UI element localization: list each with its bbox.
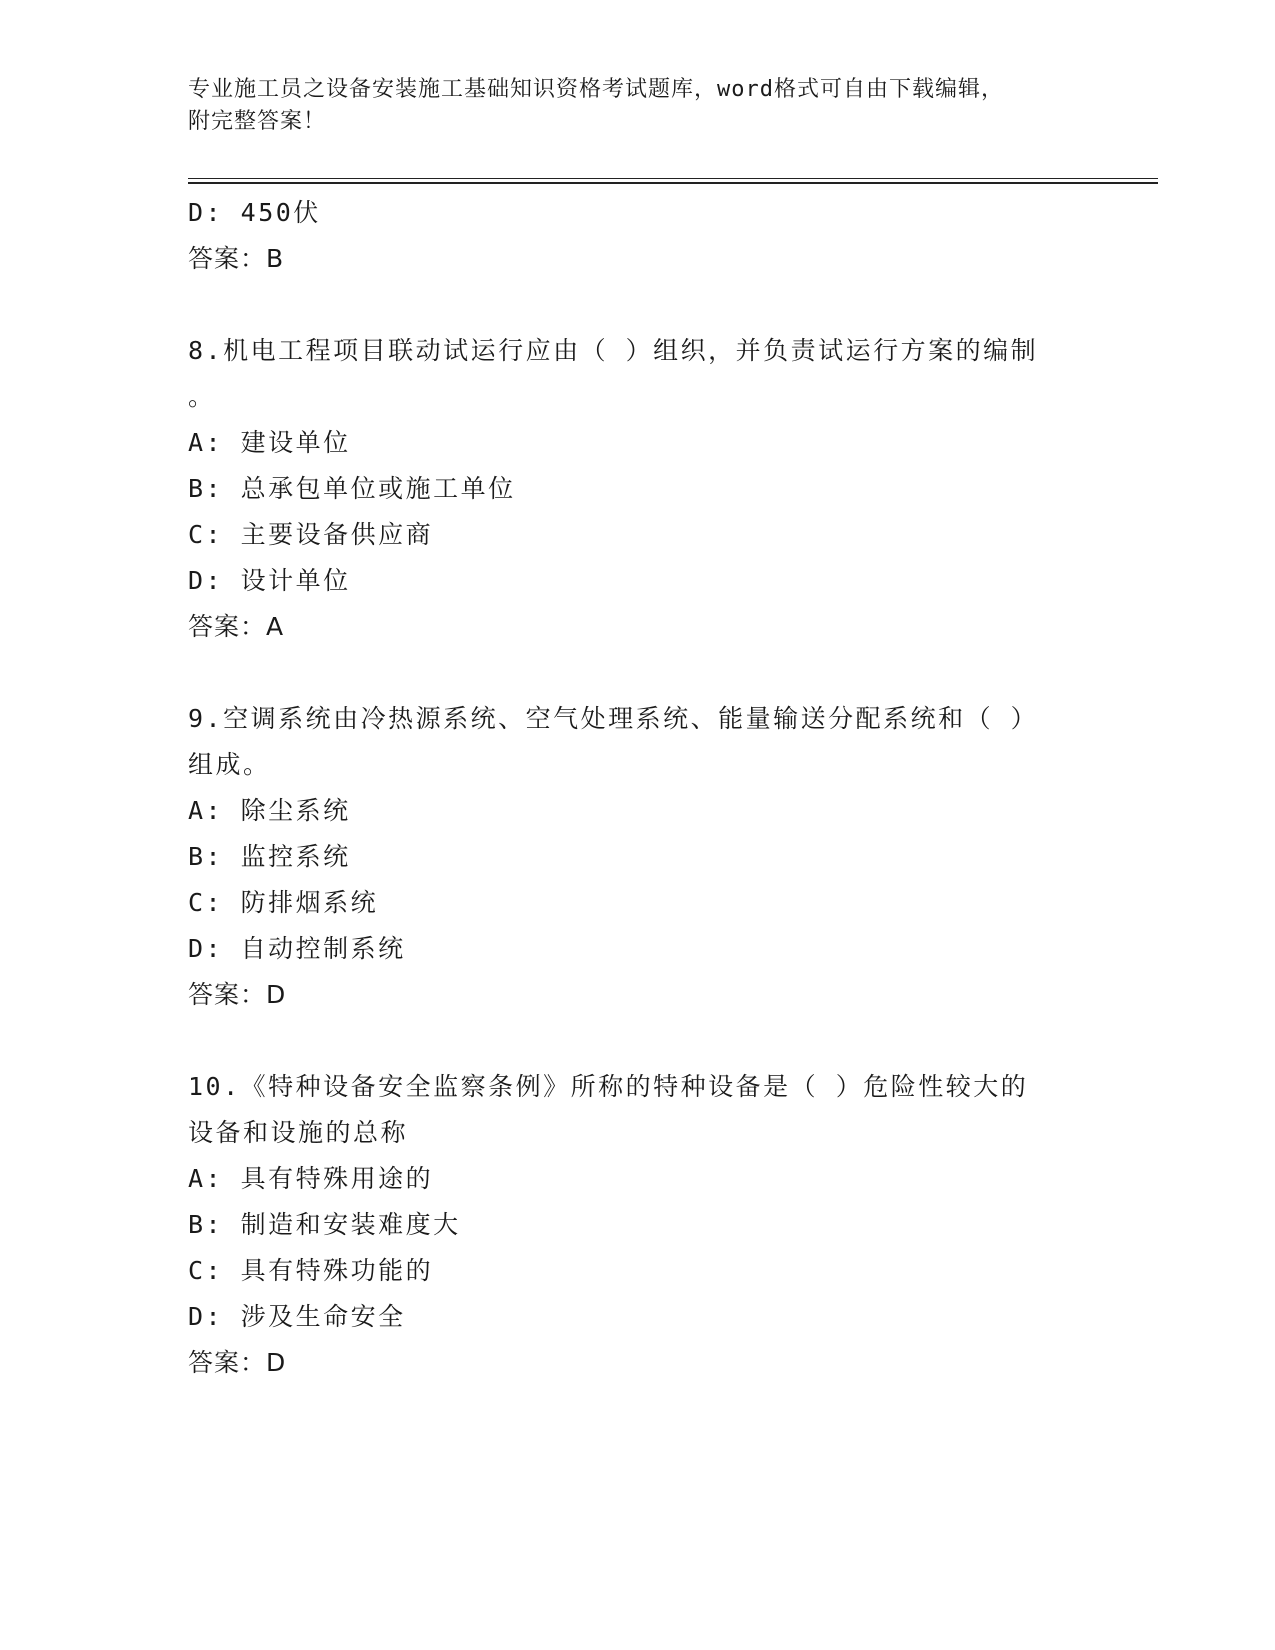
spacer bbox=[188, 650, 1088, 696]
option-d: D: 450伏 bbox=[188, 198, 321, 227]
answer-line: 答案：B bbox=[188, 244, 285, 273]
answer-line: 答案：A bbox=[188, 612, 285, 641]
previous-question-tail bbox=[188, 190, 1088, 282]
option-d: D: 自动控制系统 bbox=[188, 934, 406, 963]
question-9 bbox=[188, 696, 1088, 1018]
option-a: A: 具有特殊用途的 bbox=[188, 1164, 434, 1193]
question-stem-line-1: 9.空调系统由冷热源系统、空气处理系统、能量输送分配系统和（ ） bbox=[188, 704, 1039, 733]
spacer bbox=[188, 282, 1088, 328]
option-c: C: 具有特殊功能的 bbox=[188, 1256, 434, 1285]
option-a: A: 除尘系统 bbox=[188, 796, 351, 825]
question-list bbox=[188, 190, 1088, 1386]
option-b: B: 监控系统 bbox=[188, 842, 351, 871]
question-stem-line-1: 8.机电工程项目联动试运行应由（ ）组织，并负责试运行方案的编制 bbox=[188, 336, 1039, 365]
question-stem-line-2: 。 bbox=[188, 382, 216, 411]
document-header bbox=[188, 74, 1068, 138]
header-divider-thick bbox=[188, 182, 1158, 184]
option-a: A: 建设单位 bbox=[188, 428, 351, 457]
answer-line: 答案：D bbox=[188, 1348, 287, 1377]
option-c: C: 主要设备供应商 bbox=[188, 520, 434, 549]
option-d: D: 设计单位 bbox=[188, 566, 351, 595]
header-line-1: 专业施工员之设备安装施工基础知识资格考试题库，word格式可自由下载编辑， bbox=[188, 77, 1004, 102]
question-stem-line-2: 设备和设施的总称 bbox=[188, 1118, 409, 1147]
question-8 bbox=[188, 328, 1088, 650]
option-b: B: 制造和安装难度大 bbox=[188, 1210, 461, 1239]
question-10 bbox=[188, 1064, 1088, 1386]
option-c: C: 防排烟系统 bbox=[188, 888, 379, 917]
header-line-2: 附完整答案！ bbox=[188, 109, 327, 134]
option-b: B: 总承包单位或施工单位 bbox=[188, 474, 516, 503]
question-stem-line-2: 组成。 bbox=[188, 750, 271, 779]
spacer bbox=[188, 1018, 1088, 1064]
question-stem-line-1: 10.《特种设备安全监察条例》所称的特种设备是（ ）危险性较大的 bbox=[188, 1072, 1029, 1101]
answer-line: 答案：D bbox=[188, 980, 287, 1009]
option-d: D: 涉及生命安全 bbox=[188, 1302, 406, 1331]
header-divider-thin bbox=[188, 178, 1158, 179]
